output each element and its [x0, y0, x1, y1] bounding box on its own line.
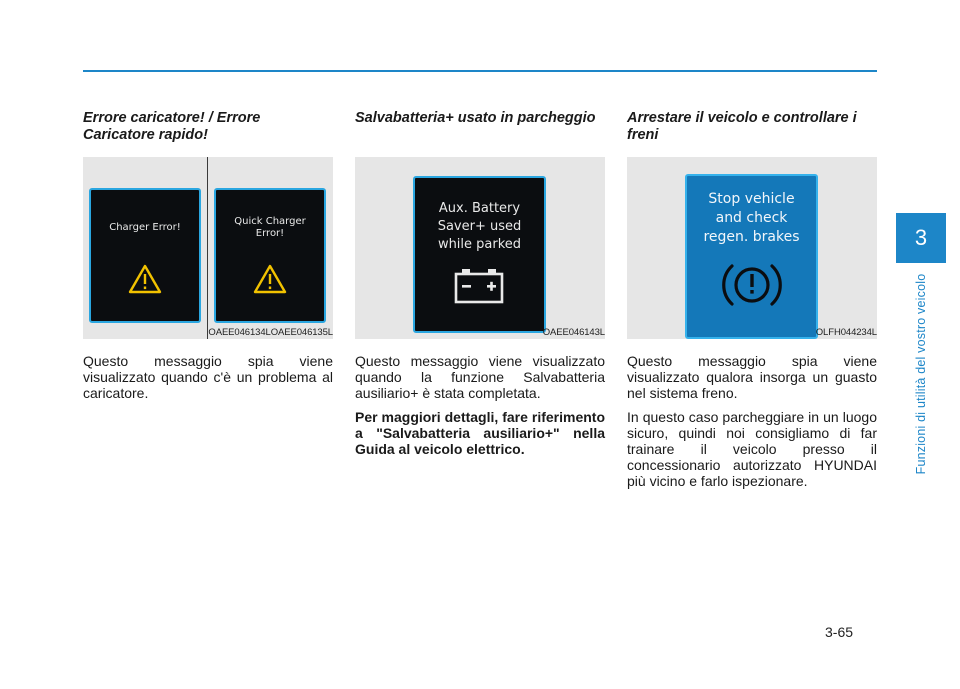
chapter-tab: 3 [896, 213, 946, 263]
column-charger-error [83, 110, 333, 409]
screen-message: Aux. Battery Saver+ used while parked [437, 201, 522, 252]
brake-warning-icon [720, 258, 784, 312]
figure-code: OLFH044234L [815, 327, 877, 338]
warning-triangle-icon [128, 264, 162, 294]
bold-paragraph: Per maggiori dettagli, fare riferimento a "Salvabatteria ausiliario+" nella Guida al veicolo elettrico. [355, 409, 605, 457]
column-battery-saver [355, 110, 605, 465]
section-heading: Errore caricatore! / Errore Caricatore rapido! [83, 110, 261, 143]
cluster-screen-check-brakes [685, 174, 818, 339]
paragraph: In questo caso parcheggiare in un luogo sicuro, quindi noi consigliamo di far trainare il veicolo presso il concessionario autorizzato HYUNDAI più vicino e farlo ispezionare. [627, 409, 877, 489]
figure-charger-error [83, 157, 333, 339]
cluster-screen-charger-error [89, 188, 201, 323]
page-number: 3-65 [825, 624, 854, 640]
figure-battery-saver [355, 157, 605, 339]
cluster-screen-quick-charger-error [214, 188, 326, 323]
section-heading: Arrestare il veicolo e controllare i freni [627, 110, 857, 143]
battery-icon [453, 268, 505, 304]
body-text [627, 353, 877, 489]
figure-divider [207, 157, 208, 339]
figure-code: OAEE046143L [542, 327, 605, 338]
header-rule [83, 70, 877, 72]
screen-message: Stop vehicle and check regen. brakes [703, 191, 800, 245]
screen-message: Quick Charger Error! [234, 216, 306, 239]
section-heading: Salvabatteria+ usato in parcheggio [355, 110, 596, 126]
cluster-screen-battery-saver [413, 176, 546, 333]
paragraph: Questo messaggio viene visualizzato quando la funzione Salvabatteria ausiliario+ è stata completata. [355, 353, 605, 401]
chapter-title: Funzioni di utilità del vostro veicolo [914, 273, 928, 475]
body-text [83, 353, 333, 401]
column-check-brakes [627, 110, 877, 497]
screen-message: Charger Error! [109, 222, 181, 233]
body-text [355, 353, 605, 457]
paragraph: Questo messaggio spia viene visualizzato quando c'è un problema al caricatore. [83, 353, 333, 401]
warning-triangle-icon [253, 264, 287, 294]
paragraph: Questo messaggio spia viene visualizzato qualora insorga un guasto nel sistema freno. [627, 353, 877, 401]
figure-check-brakes [627, 157, 877, 339]
figure-code: OAEE046134LOAEE046135L [208, 327, 333, 338]
